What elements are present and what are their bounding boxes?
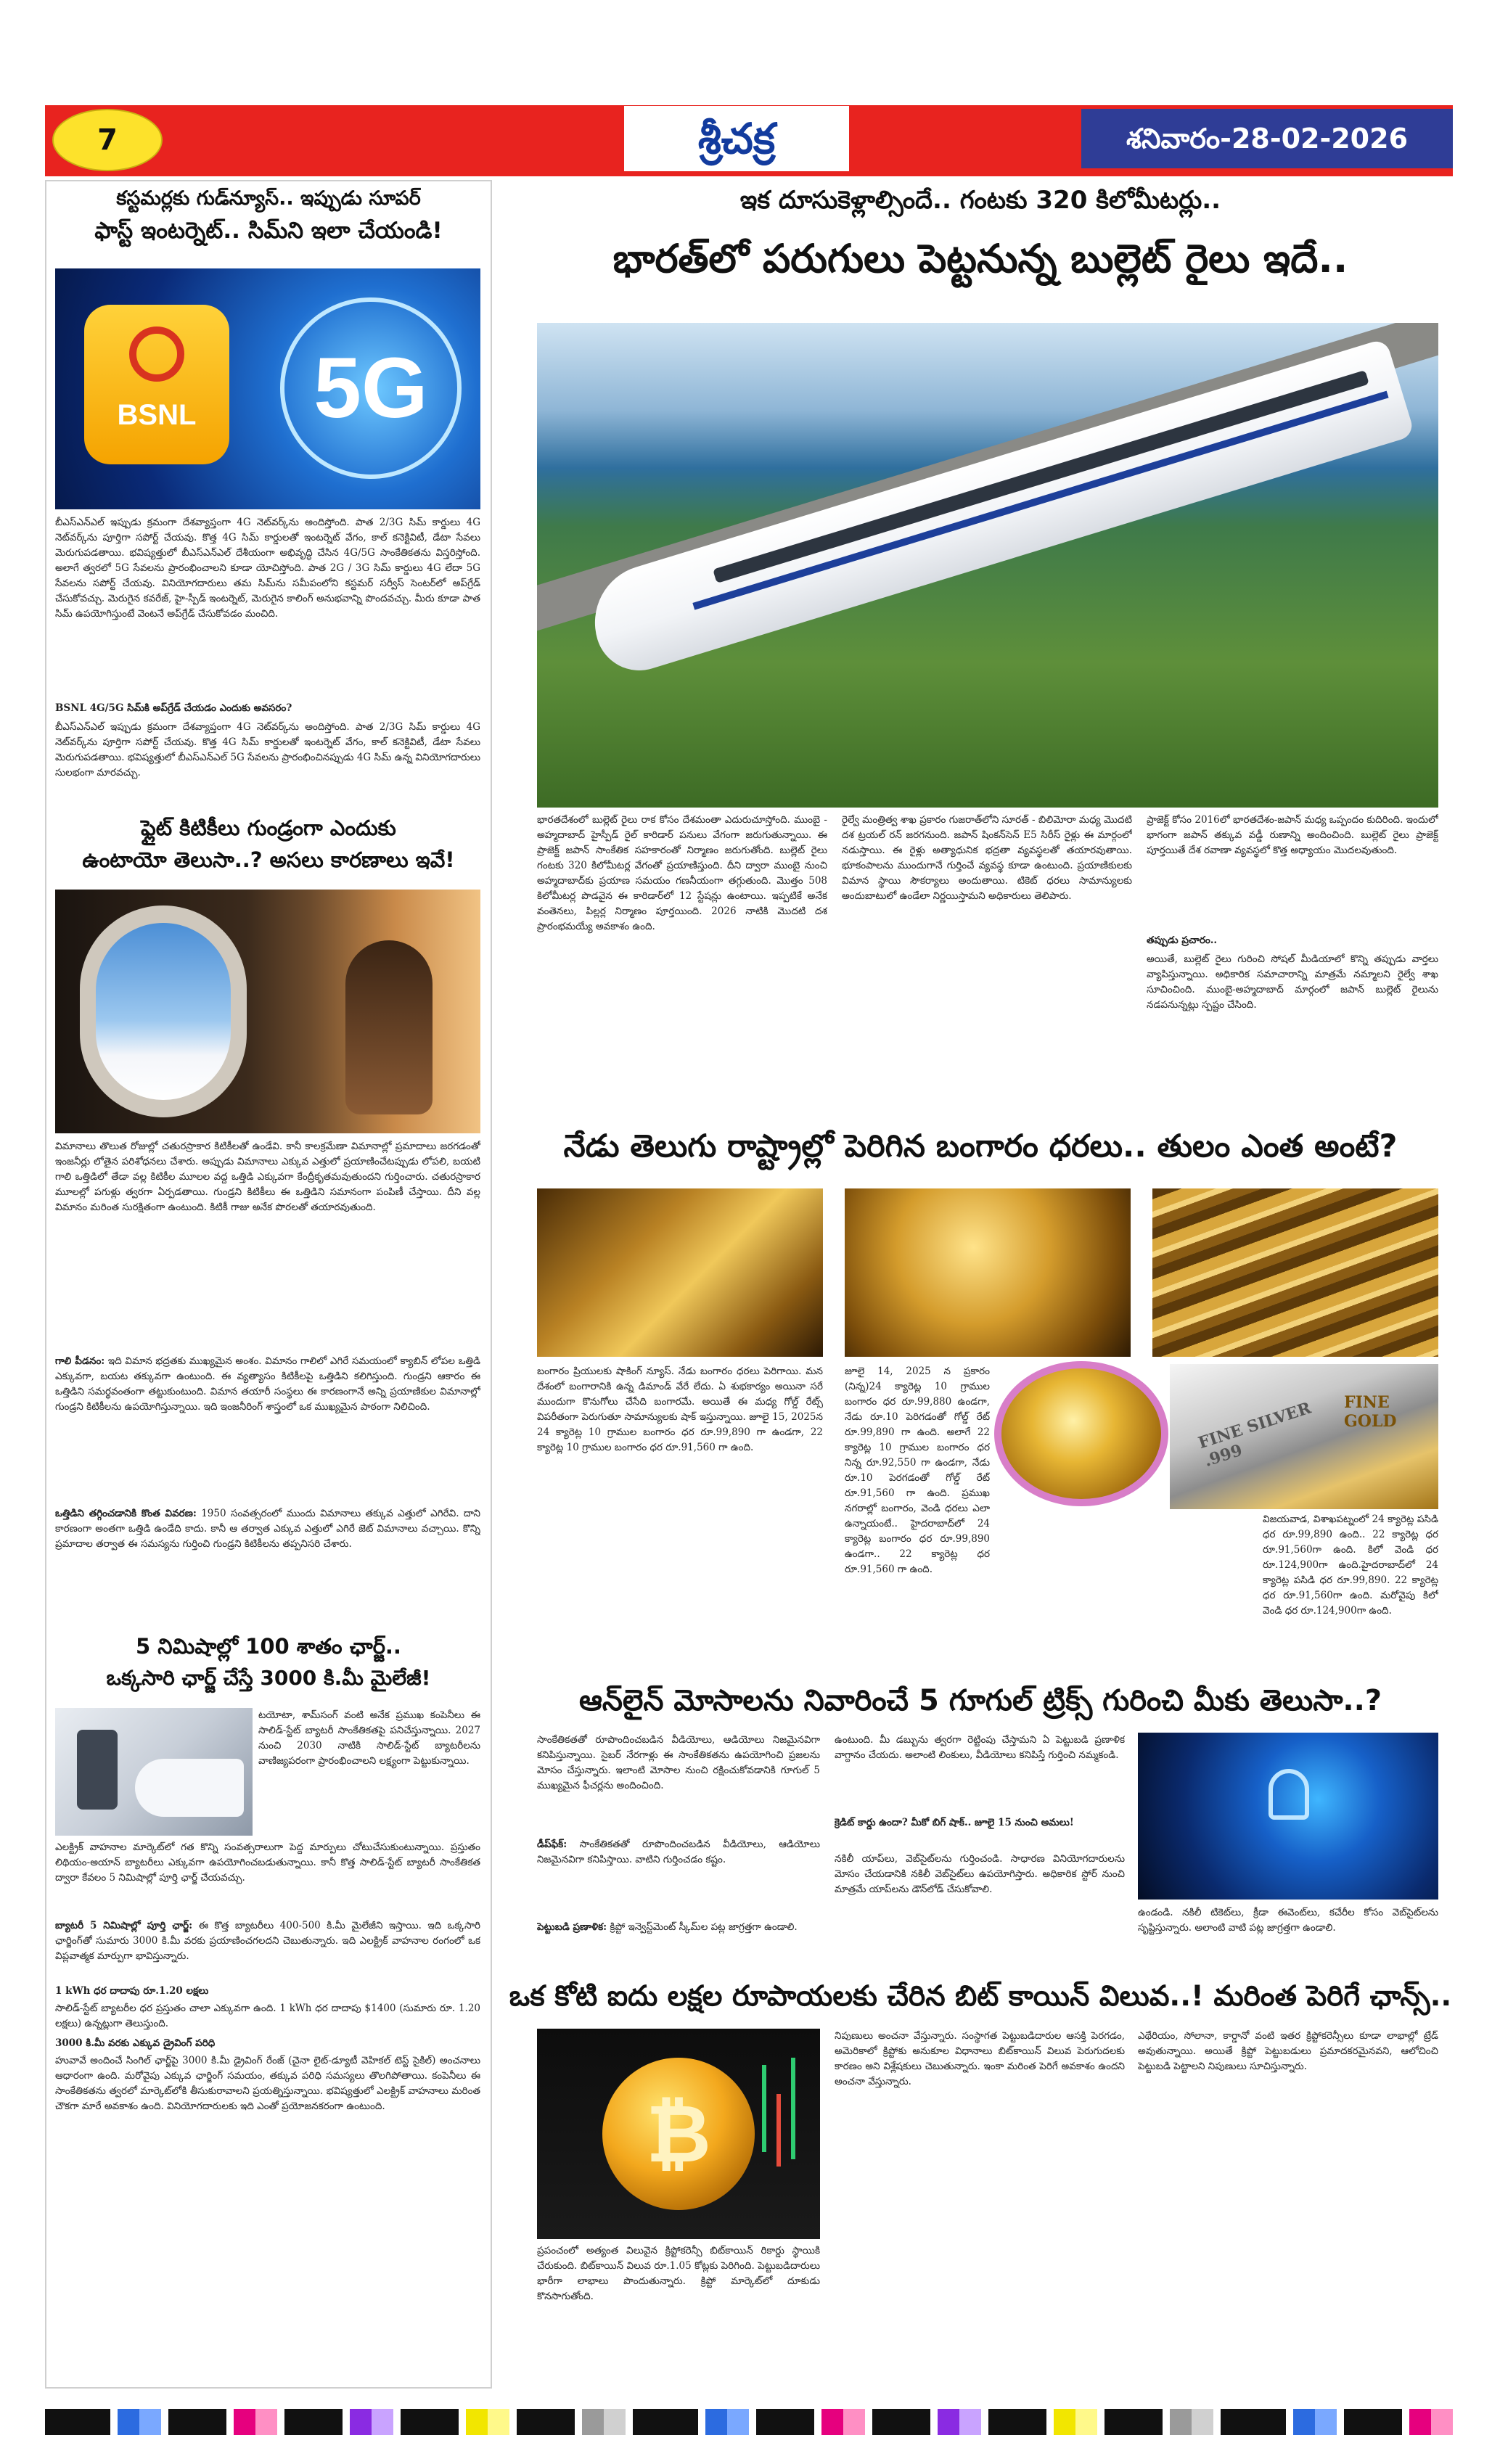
color-registration-bar: [45, 2409, 1453, 2435]
gold-col-1: బంగారం ప్రియులకు షాకింగ్ న్యూస్. నేడు బంగారం ధరలు పెరిగాయి. మన దేశంలో బంగారానికి ఉన్న డిమాండ్ వేరే లేదు. ఏ శుభకార్యం అయినా సరే ముందుగా కొనుగోలు చేసేది బంగారమే. అయితే ఈ మధ్య గోల్డ్ రేట్స్ విపరీతంగా పెరుగుతూ సామాన్యులకు షాక్ ఇస్తున్నాయి. జూలై 15, 2025న 24 క్యారెట్ల 10 గ్రాముల బంగారం ధర రూ.99,890 గా ఉండగా, 22 క్యారెట్ల 10 గ్రాముల బంగారం ధర రూ.91,560 గా ఉంది.: [537, 1366, 823, 1453]
gold-bars-circle: [994, 1361, 1168, 1506]
train-blue-stripe: [692, 391, 1388, 610]
bitcoin-col-2: నిపుణులు అంచనా వేస్తున్నారు. సంస్థాగత పెట్టుబడిదారుల ఆసక్తి పెరగడం, అమెరికాలో క్రిప్టోకు అనుకూల విధానాలు బిట్‌కాయిన్ విలువ పెరుగుదలకు కారణం అని విశ్లేషకులు చెబుతున్నారు. ఇంకా మరింత పెరిగే అవకాశం ఉందని అంచనా వేస్తున్నారు.: [835, 2030, 1125, 2087]
page-number: 7: [52, 109, 163, 171]
google-col-2: ఉంటుంది. మీ డబ్బును త్వరగా రెట్టింపు చేస్తామని ఏ పెట్టుబడి ప్రణాళిక వాగ్దానం చేయదు. అలాంటి లింకులు, వీడియోలు కనిపిస్తే గుర్తించి నమ్మకండి.: [835, 1734, 1125, 1761]
chart-candle-1: [762, 2065, 766, 2152]
silver-gold-bars-image: [1170, 1364, 1438, 1509]
ev-paragraph-4: హువావే అందించే సింగిల్ ఛార్జ్‌పై 3000 కి.మీ డ్రైవింగ్ రేంజ్ (చైనా లైట్-డ్యూటీ వెహికల్ టెస్ట్ సైకిల్) అంచనాలు ఆధారంగా ఉంది. మరోవైపు ఎక్కువ ఛార్జింగ్ సమయం, తక్కువ పరిధి సమస్యలు తొలగిపోతాయి. కంపెనీలు ఈ సాంకేతికతను త్వరలో మార్కెట్‌లోకి తీసుకురావాలని ప్రయత్నిస్తున్నాయి. భవిష్యత్తులో ఎలక్ట్రిక్ వాహనాలు మరింత చౌకగా మారే అవకాశం ఉంది. వినియోగదారులకు ఇది ఎంతో ప్రయోజనకరంగా ఉంటుంది.: [55, 2055, 480, 2112]
ev-headline-2: ఒక్కసారి ఛార్జ్ చేస్తే 3000 కి.మీ మైలేజీ!: [106, 1666, 431, 1690]
charger-station: [77, 1730, 118, 1810]
flight-paragraph-1: విమానాలు తొలుత రోజుల్లో చతురస్రాకార కిటికీలతో ఉండేవి. కానీ కాలక్రమేణా విమానాల్లో ప్రమాదాలు జరగడంతో ఇంజనీర్లు లోతైన పరిశోధనలు చేశారు. అప్పుడు విమానాలు ఎక్కువ ఎత్తులో ప్రయాణించేటప్పుడు లోపలి, బయటి గాలి ఒత్తిడిలో తేడా వల్ల కిటికీల మూలల వద్ద ఒత్తిడి ఎక్కువగా కేంద్రీకృతమవుతుందని గుర్తించారు. చతురస్రాకార మూలల్లో పగుళ్లు త్వరగా ఏర్పడతాయి. గుండ్రని కిటికీలు ఈ ఒత్తిడిని సమానంగా పంపిణీ చేస్తాయి. దీని వల్ల విమానం మరింత సురక్షితంగా ఉంటుంది. కిటికీ గాజు అనేక పొరలతో తయారవుతుంది.: [55, 1141, 480, 1213]
ev-paragraph-2: [55, 1918, 480, 1981]
bullet-headline: భారత్‌లో పరుగులు పెట్టనున్న బుల్లెట్ రైలు ఇదే..: [612, 236, 1348, 282]
fine-gold-label: FINE GOLD: [1344, 1393, 1397, 1431]
google-col-1b: [537, 1837, 820, 1917]
bullet-train-body: [581, 338, 1415, 681]
window-sky: [96, 923, 231, 1100]
5g-badge: 5G: [280, 297, 462, 479]
flight-paragraph-2: [55, 1354, 480, 1503]
ev-charging-image: [55, 1708, 253, 1836]
bitcoin-col-3: ఎథేరియం, సోలానా, కార్డానో వంటి ఇతర క్రిప్టోకరెన్సీలు కూడా లాభాల్లో ట్రేడ్ అవుతున్నాయి. అయితే క్రిప్టో పెట్టుబడులు ప్రమాదకరమైనవని, ఆలోచించి పెట్టుబడి పెట్టాలని నిపుణులు సూచిస్తున్నారు.: [1138, 2030, 1438, 2072]
bitcoin-headline: ఒక కోటి ఐదు లక్షల రూపాయలకు చేరిన బిట్ కాయిన్ విలువ..! మరింత పెరిగే ఛాన్స్..: [509, 1980, 1452, 2013]
bullet-col-2: రైల్వే మంత్రిత్వ శాఖ ప్రకారం గుజరాత్‌లోని సూరత్ - బిలిమోరా మధ్య మొదటి దశ ట్రయల్ రన్ జరగనుంది. జపాన్ షింకన్‌సెన్ E5 సిరీస్ రైళ్లు ఈ మార్గంలో నడుస్తాయి. ఈ రైళ్లు అత్యాధునిక భద్రతా వ్యవస్థలతో తయారవుతాయి. భూకంపాలను ముందుగానే గుర్తించే వ్యవస్థ కూడా ఉంటుంది. ప్రయాణికులకు విమాన స్థాయి సౌకర్యాలు అందుతాయి. టికెట్ ధరలు సామాన్యులకు అందుబాటులో ఉండేలా నిర్ణయిస్తామని అధికారులు తెలిపారు.: [842, 814, 1132, 902]
gold-col-2b: [994, 1512, 1255, 1672]
ev-subhead-fastcharge: బ్యాటరీ 5 నిమిషాల్లో పూర్తి ఛార్జ్:: [55, 1920, 193, 1931]
bitcoin-coin: [602, 2058, 755, 2210]
gold-bars-photo: [1001, 1368, 1161, 1499]
google-col-1b-text: సాంకేతికతతో రూపొందించబడిన వీడియోలు, ఆడియోలు నిజమైనవిగా కనిపిస్తాయి. వాటిని గుర్తించడం కష్టం.: [537, 1839, 820, 1865]
google-col-3: ఉండండి. నకిలీ టికెట్‌లు, క్రీడా ఈవెంట్‌లు, కచేరీల కోసం వెబ్‌సైట్‌లను సృష్టిస్తున్నారు. అలాంటి వాటి పట్ల జాగ్రత్తగా ఉండాలి.: [1138, 1907, 1438, 1934]
bitcoin-image: [537, 2029, 820, 2239]
google-subhead-investment: పెట్టుబడి ప్రణాళిక:: [537, 1921, 607, 1933]
bullet-kicker: ఇక దూసుకెళ్లాల్సిందే.. గంటకు 320 కిలోమీటర్లు..: [739, 186, 1221, 215]
google-col-2b: నకిలీ యాప్‌లు, వెబ్‌సైట్‌లను గుర్తించండి. సాధారణ వినియోగదారులను మోసం చేయడానికి నకిలీ వెబ్‌సైట్‌లు ఉపయోగిస్తారు. అధికారిక స్టోర్ నుంచి మాత్రమే యాప్‌లను డౌన్‌లోడ్ చేసుకోవాలి.: [835, 1853, 1125, 1895]
google-headline: ఆన్‌లైన్ మోసాలను నివారించే 5 గూగుల్ ట్రిక్స్ గురించి మీకు తెలుసా..?: [578, 1684, 1382, 1717]
bitcoin-symbol-icon: ₿: [646, 2087, 711, 2180]
bsnl-logo-icon: [129, 327, 184, 382]
bitcoin-col-1: ప్రపంచంలో అత్యంత విలువైన క్రిప్టోకరెన్సీ బిట్‌కాయిన్ రికార్డు స్థాయికి చేరుకుంది. బిట్‌కాయిన్ విలువ రూ.1.05 కోట్లకు పెరిగింది. పెట్టుబడిదారులు భారీగా లాభాలు పొందుతున్నారు. క్రిప్టో మార్కెట్‌లో దూకుడు కొనసాగుతోంది.: [537, 2245, 820, 2302]
bsnl-paragraph-2: బీఎస్ఎన్ఎల్ ఇప్పుడు క్రమంగా దేశవ్యాప్తంగా 4G నెట్‌వర్క్‌ను అందిస్తోంది. పాత 2/3G సిమ్ కార్డులు 4G నెట్‌వర్క్‌ను పూర్తిగా సపోర్ట్ చేయవు. కొత్త 4G సిమ్ కార్డులతో ఇంటర్నెట్ వేగం, కాల్ కనెక్టివిటీ, డేటా సేవలు మెరుగుపడతాయి. భవిష్యత్తులో బీఎస్ఎన్ఎల్ 5G సేవలను ప్రారంభించినప్పుడు 4G సిమ్ ఉన్న వినియోగదారులు సులభంగా మారవచ్చు.: [55, 721, 480, 779]
gold-jewellery-image-3: [1152, 1188, 1438, 1357]
lock-icon: [1269, 1769, 1309, 1820]
flight-headline-2: ఉంటాయో తెలుసా..? అసలు కారణాలు ఇవే!: [82, 847, 455, 872]
bsnl-paragraph-1: బీఎస్ఎన్ఎల్ ఇప్పుడు క్రమంగా దేశవ్యాప్తంగా 4G నెట్‌వర్క్‌ను అందిస్తోంది. పాత 2/3G సిమ్ కార్డులు 4G నెట్‌వర్క్‌ను పూర్తిగా సపోర్ట్ చేయవు. కొత్త 4G సిమ్ కార్డులతో ఇంటర్నెట్ వేగం, కాల్ కనెక్టివిటీ, డేటా సేవలు మెరుగుపడతాయి. భవిష్యత్తులో బీఎస్ఎన్ఎల్ దేశీయంగా అభివృద్ధి చేసిన 4G/5G సాంకేతికతను విస్తరిస్తోంది. అలాగే త్వరలో 5G సేవలను ప్రారంభించాలని కూడా యోచిస్తోంది. పాత 2G / 3G సిమ్ కార్డులు 4G లేదా 5G సేవలను సపోర్ట్ చేయవు. వినియోగదారులు తమ సిమ్‌ను సమీపంలోని కస్టమర్ సర్వీస్ సెంటర్‌లో అప్‌గ్రేడ్ చేసుకోవచ్చు. మెరుగైన కవరేజ్, హై-స్పీడ్ ఇంటర్నెట్, మెరుగైన కాలింగ్ అనుభవాన్ని పొందవచ్చు. మీరు కూడా పాత సిమ్ ఉపయోగిస్తుంటే వెంటనే అప్‌గ్రేడ్ చేసుకోవడం మంచిది.: [55, 517, 480, 620]
ev-subhead-price: 1 kWh ధర దాదాపు రూ.1.20 లక్షలు: [55, 1985, 209, 1997]
google-col-1c-text: క్రిప్టో ఇన్వెస్ట్‌మెంట్ స్కీమ్‌ల పట్ల జాగ్రత్తగా ఉండాలి.: [610, 1921, 798, 1933]
bullet-col-3b: అయితే, బుల్లెట్ రైలు గురించి సోషల్ మీడియాలో కొన్ని తప్పుడు వార్తలు వ్యాపిస్తున్నాయి. అధికారిక సమాచారాన్ని మాత్రమే నమ్మాలని రైల్వే శాఖ సూచించింది. ముంబై-అహ్మదాబాద్ మార్గంలో జపాన్ బుల్లెట్ రైలును నడపనున్నట్లు స్పష్టం చేసింది.: [1147, 953, 1438, 1011]
google-col-1c: [537, 1920, 820, 1963]
bsnl-logo-text: BSNL: [117, 399, 197, 431]
passenger-silhouette: [345, 940, 433, 1114]
gold-col-3: విజయవాడ, విశాఖపట్నంలో 24 క్యారెట్ల పసిడి ధర రూ.99,890 ఉంది.. 22 క్యారెట్ల ధర రూ.91,560గా ఉంది. కిలో వెండి ధర రూ.124,900గా ఉంది.హైదరాబాద్‌లో 24 క్యారెట్ల పసిడి ధర రూ.99,890. 22 క్యారెట్ల ధర రూ.91,560గా ఉంది. మరోవైపు కిలో వెండి ధర రూ.124,900గా ఉంది.: [1263, 1514, 1438, 1617]
gold-col-2: జూలై 14, 2025 న ప్రకారం (నిన్న)24 క్యారెట్ల 10 గ్రాముల బంగారం ధర రూ.99,880 ఉండగా, నేడు రూ.10 పెరిగడంతో గోల్డ్ రేట్ రూ.99,890 గా ఉంది. అలాగే 22 క్యారెట్ల 10 గ్రాముల బంగారం ధర నిన్న రూ.92,550 గా ఉండగా, నేడు రూ.10 పెరగడంతో గోల్డ్ రేట్ రూ.91,560 గా ఉంది. ప్రముఖ నగరాల్లో బంగారం, వెండి ధరలు ఎలా ఉన్నాయంటే.. హైదరాబాద్‌లో 24 క్యారెట్ల బంగారం ధర రూ.99,890 ఉండగా.. 22 క్యారెట్ల ధర రూ.91,560 గా ఉంది.: [845, 1366, 990, 1575]
train-windows: [713, 370, 1369, 583]
bullet-col-1: భారతదేశంలో బుల్లెట్ రైలు రాక కోసం దేశమంతా ఎదురుచూస్తోంది. ముంబై - అహ్మదాబాద్ హైస్పీడ్ రైల్ కారిడార్ పనులు వేగంగా జరుగుతున్నాయి. ఈ ప్రాజెక్ట్ జపాన్ సాంకేతిక సహకారంతో నిర్మాణం జరుగుతోంది. బుల్లెట్ రైలు గంటకు 320 కిలోమీటర్ల వేగంతో ప్రయాణిస్తుంది. దీని ద్వారా ముంబై నుంచి అహ్మదాబాద్‌కు ప్రయాణ సమయం గణనీయంగా తగ్గుతుంది. మొత్తం 508 కిలోమీటర్ల పొడవైన ఈ కారిడార్‌లో 12 స్టేషన్లు ఉంటాయి. ఇప్పటికే అనేక వంతెనలు, పిల్లర్ల నిర్మాణం పూర్తయింది. 2026 నాటికి మొదటి దశ ప్రారంభమయ్యే అవకాశం ఉంది.: [537, 814, 827, 932]
gold-jewellery-image-2: [845, 1188, 1131, 1357]
ev-headline-1: 5 నిమిషాల్లో 100 శాతం ఛార్జ్..: [136, 1634, 401, 1659]
newspaper-logo: శ్రీచక్ర: [624, 106, 849, 171]
airplane-window-image: [55, 890, 480, 1133]
window-frame: [80, 905, 247, 1117]
flight-headline-1: ఫ్లైట్ కిటికీలు గుండ్రంగా ఎందుకు: [141, 816, 396, 840]
google-subhead-creditcard: క్రెడిట్ కార్డు ఉందా? మీకో బిగ్ షాక్.. జూలై 15 నుంచి అమలు!: [835, 1817, 1074, 1828]
ev-paragraph-3: సాలిడ్-స్టేట్ బ్యాటరీల ధర ప్రస్తుతం చాలా ఎక్కువగా ఉంది. 1 kWh ధర దాదాపు $1400 (సుమారు రూ. 1.20 లక్షలు) ఉన్నట్లుగా తెలుస్తుంది.: [55, 2003, 480, 2029]
gold-headline: నేడు తెలుగు రాష్ట్రాల్లో పెరిగిన బంగారం ధరలు.. తులం ఎంత అంటే?: [563, 1128, 1398, 1165]
bsnl-5g-image: [55, 268, 480, 509]
bullet-col-3: ప్రాజెక్ట్ కోసం 2016లో భారతదేశం-జపాన్ మధ్య ఒప్పందం కుదిరింది. ఇందులో భాగంగా జపాన్ తక్కువ వడ్డీ రుణాన్ని అందించింది. బుల్లెట్ రైలు ప్రాజెక్ట్ పూర్తయితే దేశ రవాణా వ్యవస్థలో కొత్త అధ్యాయం మొదలవుతుంది.: [1147, 814, 1438, 856]
ev-paragraph-1: ఎలక్ట్రిక్ వాహనాల మార్కెట్‌లో గత కొన్ని సంవత్సరాలుగా పెద్ద మార్పులు చోటుచేసుకుంటున్నాయి. ప్రస్తుతం లిథియం-అయాన్ బ్యాటరీలు ఎక్కువగా ఉపయోగించబడుతున్నాయి. కానీ కొత్త సాలిడ్-స్టేట్ బ్యాటరీ సాంకేతికత ద్వారా కేవలం 5 నిమిషాల్లో పూర్తి ఛార్జ్ చేయవచ్చు.: [55, 1841, 480, 1884]
ev-subhead-range: 3000 కి.మీ వరకు ఎక్కువ డ్రైవింగ్ పరిధి: [55, 2037, 216, 2049]
ev-paragraph-2-text: ఈ కొత్త బ్యాటరీలు 400-500 కి.మీ మైలేజీని ఇస్తాయి. ఇది ఒక్కసారి ఛార్జింగ్‌తో సుమారు 3000 కి.మీ వరకు ప్రయాణించగలదని చెబుతున్నారు. ఇది ఎలక్ట్రిక్ వాహనాల రంగంలో ఒక విప్లవాత్మక మార్పుగా భావిస్తున్నారు.: [55, 1920, 480, 1962]
flight-paragraph-3: [55, 1506, 480, 1622]
cyber-security-image: [1138, 1733, 1438, 1900]
flight-subhead-stress: ఒత్తిడిని తగ్గించడానికి కొంత వివరణ:: [55, 1508, 197, 1519]
masthead-underline: [45, 172, 1453, 176]
chart-candle-3: [791, 2058, 795, 2159]
bsnl-headline-2: ఫాస్ట్ ఇంటర్నెట్.. సిమ్‌ని ఇలా చేయండి!: [94, 218, 443, 244]
flight-paragraph-3-text: 1950 సంవత్సరంలో ముందు విమానాలు తక్కువ ఎత్తులో ఎగిరేవి. దాని కారణంగా అంతగా ఒత్తిడి ఉండేది కాదు. కానీ ఆ తర్వాత ఎక్కువ ఎత్తులో ఎగిరే జెట్ విమానాలు వచ్చాయి. కొన్ని ప్రమాదాల తర్వాత ఈ సమస్యను గుర్తించి గుండ్రని కిటికీలను తప్పనిసరి చేశారు.: [55, 1508, 480, 1550]
bsnl-headline-1: కస్టమర్లకు గుడ్‌న్యూస్.. ఇప్పుడు సూపర్: [116, 187, 421, 210]
flight-subhead-pressure: గాలి పీడనం:: [55, 1355, 105, 1367]
bsnl-subhead: BSNL 4G/5G సిమ్‌కి అప్‌గ్రేడ్ చేయడం ఎందుకు అవసరం?: [55, 702, 292, 714]
fine-silver-label: FINE SILVER .999: [1196, 1398, 1313, 1471]
flight-paragraph-2-text: ఇది విమాన భద్రతకు ముఖ్యమైన అంశం. విమానం గాలిలో ఎగిరే సమయంలో క్యాబిన్ లోపల ఒత్తిడి ఎక్కువగా, బయట తక్కువగా ఉంటుంది. ఈ వ్యత్యాసం కిటికీలపై ఒత్తిడిని కలిగిస్తుంది. గుండ్రని ఆకారం ఈ ఒత్తిడిని సమర్థవంతంగా తట్టుకుంటుంది. విమాన తయారీ సంస్థలు ఈ కారణంగానే అన్ని ప్రయాణికుల విమానాల్లో గుండ్రని కిటికీలను ఉపయోగిస్తున్నాయి. ఇది ఇంజనీరింగ్ శాస్త్రంలో ఒక ముఖ్యమైన పాఠంగా నిలిచింది.: [55, 1355, 480, 1413]
chart-candle-2: [776, 2094, 781, 2167]
bsnl-logo-tile: [84, 305, 229, 464]
google-col-1: సాంకేతికతతో రూపొందించబడిన వీడియోలు, ఆడియోలు నిజమైనవిగా కనిపిస్తున్నాయి. సైబర్ నేరగాళ్లు ఈ సాంకేతికతను ఉపయోగించి ప్రజలను మోసం చేస్తున్నారు. ఇలాంటి మోసాల నుంచి రక్షించుకోవడానికి గూగుల్ 5 ముఖ్యమైన ఫీచర్లను అందించింది.: [537, 1734, 820, 1791]
google-subhead-deepfake: డీప్‌ఫేక్:: [537, 1839, 567, 1850]
bullet-train-image: [537, 323, 1438, 808]
issue-date: శనివారం-28-02-2026: [1081, 109, 1453, 168]
bullet-subhead: తప్పుడు ప్రచారం..: [1147, 935, 1218, 946]
ev-intro: టయోటా, శామ్‌సంగ్ వంటి అనేక ప్రముఖ కంపెనీలు ఈ సాలిడ్-స్టేట్ బ్యాటరీ సాంకేతికతపై పనిచేస్తున్నాయి. 2027 నుంచి 2030 నాటికి సాలిడ్-స్టేట్ బ్యాటరీలను వాణిజ్యపరంగా ప్రారంభించాలని లక్ష్యంగా పెట్టుకున్నాయి.: [258, 1709, 480, 1767]
gold-jewellery-image-1: [537, 1188, 823, 1357]
car-body: [135, 1759, 244, 1817]
